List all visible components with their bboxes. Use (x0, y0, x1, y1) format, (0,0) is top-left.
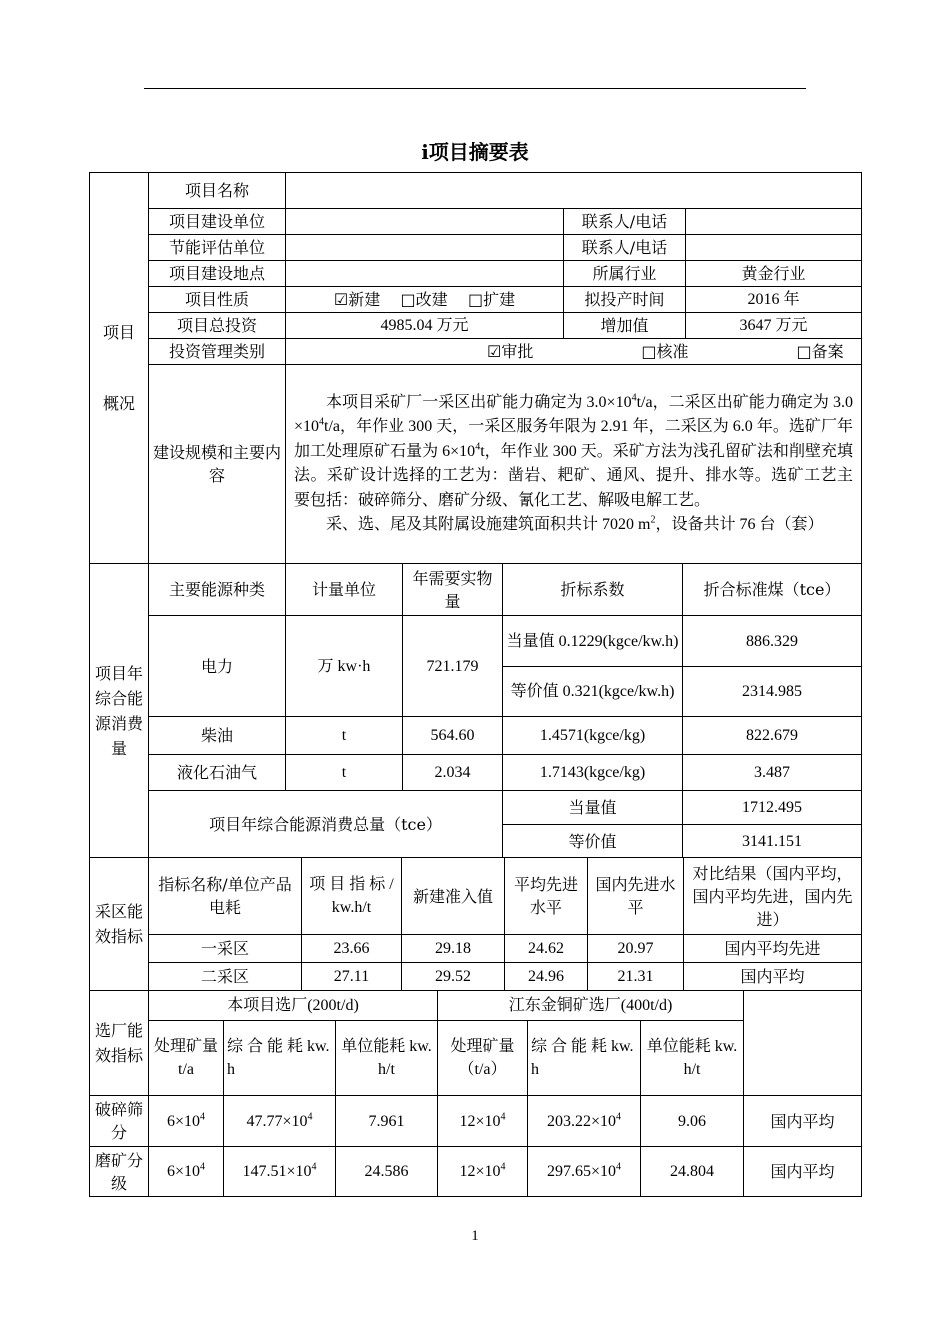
energy-total1-label: 当量值 (503, 791, 683, 825)
mining-header-proj: 项 目 指 标 / kw.h/t (302, 858, 402, 935)
energy-qty: 564.60 (403, 717, 503, 755)
mining-name: 二采区 (149, 963, 302, 991)
location-value (286, 261, 564, 287)
mill-table (89, 990, 862, 1197)
table-row (90, 1147, 862, 1197)
mill-header-unit2: 单位能耗 kw.h/t (641, 1021, 744, 1096)
mining-new: 29.52 (402, 963, 505, 991)
mill-proc2: $12\times 10^4$ (438, 1147, 528, 1197)
energy-header-coef: 折标系数 (503, 564, 683, 616)
energy-header-coal: 折合标准煤（tce） (683, 564, 862, 616)
mill-unit: 24.586 (336, 1147, 438, 1197)
start-label: 拟投产时间 (564, 287, 686, 313)
energy-header-unit: 计量单位 (286, 564, 403, 616)
investment-value: 4985.04 万元 (286, 313, 564, 339)
nature-label: 项目性质 (149, 287, 286, 313)
mill-unit2: 24.804 (641, 1147, 744, 1197)
mill-proc2: $12\times 10^4$ (438, 1096, 528, 1147)
mill-header-unit: 单位能耗 kw.h/t (336, 1021, 438, 1096)
mill-this: 本项目选厂(200t/d) (149, 991, 438, 1021)
table-row (90, 963, 862, 991)
mill-comp2: $297.65\times 10^4$ (528, 1147, 641, 1197)
mining-cmp: 国内平均先进 (684, 935, 862, 963)
scale-label: 建设规模和主要内容 (149, 365, 286, 564)
energy-table (89, 563, 862, 858)
mining-header-name: 指标名称/单位产品电耗 (149, 858, 302, 935)
investment-label: 项目总投资 (149, 313, 286, 339)
contact2-value (686, 235, 862, 261)
mill-blank (744, 991, 862, 1021)
mill-unit: 7.961 (336, 1096, 438, 1147)
energy-coal: 3.487 (683, 755, 862, 791)
energy-total2-value: 3141.151 (683, 825, 862, 858)
builder-label: 项目建设单位 (149, 209, 286, 235)
mining-header-cmp: 对比结果（国内平均，国内平均先进，国内先进） (684, 858, 862, 935)
project-name-label: 项目名称 (149, 173, 286, 209)
overview-table (89, 172, 862, 564)
mgmt-option-record: □备案 (796, 342, 844, 361)
added-label: 增加值 (564, 313, 686, 339)
contact2-label: 联系人/电话 (564, 235, 686, 261)
mining-avg: 24.62 (505, 935, 588, 963)
energy-coef: 1.7143(kgce/kg) (503, 755, 683, 791)
mining-dom: 21.31 (588, 963, 684, 991)
energy-coef: 1.4571(kgce/kg) (503, 717, 683, 755)
header-rule (144, 88, 806, 89)
assessor-value (286, 235, 564, 261)
builder-value (286, 209, 564, 235)
mill-header-proc: 处理矿量 t/a (149, 1021, 224, 1096)
nature-option-new: ☑新建 (333, 290, 381, 309)
mining-section-label: 采区能效指标 (90, 858, 149, 991)
energy-coef: 等价值 0.321(kgce/kw.h) (503, 667, 683, 717)
mining-table (89, 857, 862, 991)
mining-header-new: 新建准入值 (402, 858, 505, 935)
mill-comp2: $203.22\times 10^4$ (528, 1096, 641, 1147)
energy-unit: 万 kw·h (286, 616, 403, 717)
table-row (90, 616, 862, 667)
mill-header-comp: 综 合 能 耗 kw.h (224, 1021, 336, 1096)
mill-result: 国内平均 (744, 1147, 862, 1197)
nature-options (286, 287, 564, 313)
energy-total-label: 项目年综合能源消费总量（tce） (149, 791, 503, 858)
table-row (90, 755, 862, 791)
mill-comp: $47.77\times 10^4$ (224, 1096, 336, 1147)
energy-total2-label: 等价值 (503, 825, 683, 858)
overview-section-label: 项目 概况 (90, 173, 149, 564)
mill-unit2: 9.06 (641, 1096, 744, 1147)
mining-cmp: 国内平均 (684, 963, 862, 991)
energy-kind: 柴油 (149, 717, 286, 755)
table-row (90, 1096, 862, 1147)
mill-stage: 磨矿分级 (90, 1147, 149, 1197)
energy-unit: t (286, 755, 403, 791)
mgmt-option-approve: ☑审批 (487, 342, 534, 361)
energy-qty: 721.179 (403, 616, 503, 717)
mill-proc: $6\times 10^4$ (149, 1147, 224, 1197)
energy-header-qty: 年需要实物量 (403, 564, 503, 616)
energy-total1-value: 1712.495 (683, 791, 862, 825)
energy-coal: 2314.985 (683, 667, 862, 717)
start-value: 2016 年 (686, 287, 862, 313)
energy-qty: 2.034 (403, 755, 503, 791)
mining-new: 29.18 (402, 935, 505, 963)
mining-name: 一采区 (149, 935, 302, 963)
mill-header-comp2: 综 合 能 耗 kw.h (528, 1021, 641, 1096)
energy-unit: t (286, 717, 403, 755)
mgmt-options (286, 339, 862, 365)
table-row (90, 717, 862, 755)
energy-kind: 液化石油气 (149, 755, 286, 791)
mgmt-option-verify: □核准 (641, 342, 689, 361)
mill-header-proc2: 处理矿量（t/a） (438, 1021, 528, 1096)
mill-section-label: 选厂能效指标 (90, 991, 149, 1096)
nature-option-expand: □扩建 (468, 290, 516, 309)
mill-result: 国内平均 (744, 1096, 862, 1147)
mining-proj: 27.11 (302, 963, 402, 991)
project-name-value (286, 173, 862, 209)
mining-header-avg: 平均先进水平 (505, 858, 588, 935)
energy-section-label: 项目年综合能源消费量 (90, 564, 149, 858)
added-value: 3647 万元 (686, 313, 862, 339)
mining-proj: 23.66 (302, 935, 402, 963)
energy-coal: 886.329 (683, 616, 862, 667)
page-number: 1 (471, 1228, 479, 1244)
page-title: i项目摘要表 (421, 140, 529, 164)
mill-ref: 江东金铜矿选厂(400t/d) (438, 991, 744, 1021)
mill-proc: $6\times 10^4$ (149, 1096, 224, 1147)
energy-header-kind: 主要能源种类 (149, 564, 286, 616)
industry-label: 所属行业 (564, 261, 686, 287)
mill-header-result (744, 1021, 862, 1096)
contact1-label: 联系人/电话 (564, 209, 686, 235)
nature-option-rebuild: □改建 (400, 290, 448, 309)
location-label: 项目建设地点 (149, 261, 286, 287)
industry-value: 黄金行业 (686, 261, 862, 287)
scale-content: 本项目采矿厂一采区出矿能力确定为 $3.0\times 10^4t/a$，二采区出矿能力确定为 $3.0\times 10^4t/a$，年作业 300 天，一采区服务年限为 2.91 年，二采区为 6.0 年。选矿厂年加工处理原矿石量为 $6\times 10^4t$，年作业 300 天。采矿方法为浅孔留矿法和削壁充填法。采矿设计选择的工艺为：凿岩、耙矿、通风、提升、排水等。选矿工艺主要包括：破碎筛分、磨矿分级、氰化工艺、解吸电解工艺。 采、选、尾及其附属设施建筑面积共计 7020 $m^2$，设备共计 76 台（套） (286, 365, 862, 564)
mining-header-dom: 国内先进水平 (588, 858, 684, 935)
contact1-value (686, 209, 862, 235)
table-row (90, 935, 862, 963)
energy-kind: 电力 (149, 616, 286, 717)
energy-coal: 822.679 (683, 717, 862, 755)
mining-dom: 20.97 (588, 935, 684, 963)
mill-stage: 破碎筛分 (90, 1096, 149, 1147)
mill-comp: $147.51\times 10^4$ (224, 1147, 336, 1197)
mining-avg: 24.96 (505, 963, 588, 991)
mgmt-label: 投资管理类别 (149, 339, 286, 365)
assessor-label: 节能评估单位 (149, 235, 286, 261)
energy-coef: 当量值 0.1229(kgce/kw.h) (503, 616, 683, 667)
